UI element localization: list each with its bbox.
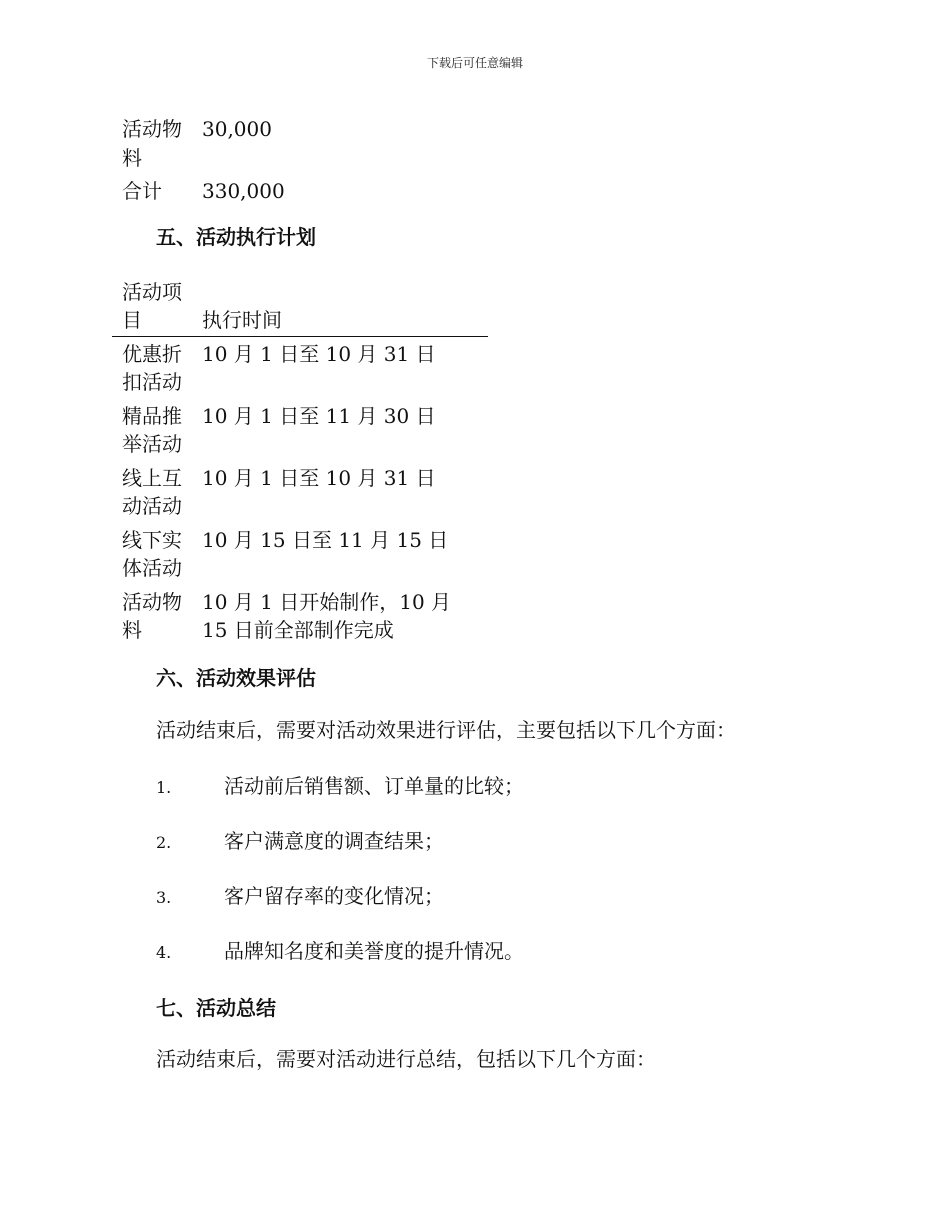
summary-intro: 活动结束后，需要对活动进行总结，包括以下几个方面：	[156, 1047, 656, 1071]
list-item	[156, 827, 444, 857]
column-header-item: 活动项目	[122, 280, 182, 332]
budget-amount: 30,000	[202, 117, 272, 141]
list-number: 2.	[156, 833, 172, 852]
list-number: 1.	[156, 778, 172, 797]
list-number: 4.	[156, 943, 172, 962]
table-row	[112, 460, 488, 522]
plan-item: 活动物料	[122, 590, 182, 642]
plan-item: 精品推举活动	[122, 404, 182, 456]
list-item	[156, 937, 524, 967]
table-row	[112, 173, 285, 206]
execution-plan-table	[112, 278, 488, 646]
plan-time: 10 月 1 日至 11 月 30 日	[202, 404, 436, 428]
budget-table	[112, 115, 285, 206]
list-item	[156, 772, 524, 802]
evaluation-intro: 活动结束后，需要对活动效果进行评估，主要包括以下几个方面：	[156, 718, 736, 742]
section-heading-evaluation: 六、活动效果评估	[156, 666, 316, 690]
table-row	[112, 584, 488, 646]
plan-item: 线下实体活动	[122, 528, 182, 580]
budget-item-label: 活动物料	[122, 117, 182, 170]
plan-time: 10 月 1 日开始制作，10 月 15 日前全部制作完成	[202, 590, 452, 642]
list-text: 活动前后销售额、订单量的比较；	[224, 774, 524, 798]
table-header-row	[112, 278, 488, 337]
list-text: 客户留存率的变化情况；	[224, 884, 444, 908]
list-number: 3.	[156, 888, 172, 907]
table-row	[112, 337, 488, 399]
list-item	[156, 882, 444, 912]
budget-amount: 330,000	[202, 179, 285, 203]
plan-item: 优惠折扣活动	[122, 342, 182, 394]
section-heading-summary: 七、活动总结	[156, 996, 276, 1020]
table-row	[112, 522, 488, 584]
page-header-note: 下载后可任意编辑	[426, 56, 523, 70]
list-text: 品牌知名度和美誉度的提升情况。	[224, 939, 524, 963]
plan-time: 10 月 15 日至 11 月 15 日	[202, 528, 449, 552]
section-heading-execution-plan: 五、活动执行计划	[156, 225, 316, 249]
budget-item-label: 合计	[122, 179, 162, 203]
table-row	[112, 398, 488, 460]
column-header-time: 执行时间	[202, 278, 488, 337]
plan-item: 线上互动活动	[122, 466, 182, 518]
list-text: 客户满意度的调查结果；	[224, 829, 444, 853]
plan-time: 10 月 1 日至 10 月 31 日	[202, 342, 436, 366]
plan-time: 10 月 1 日至 10 月 31 日	[202, 466, 436, 490]
table-row	[112, 115, 285, 173]
